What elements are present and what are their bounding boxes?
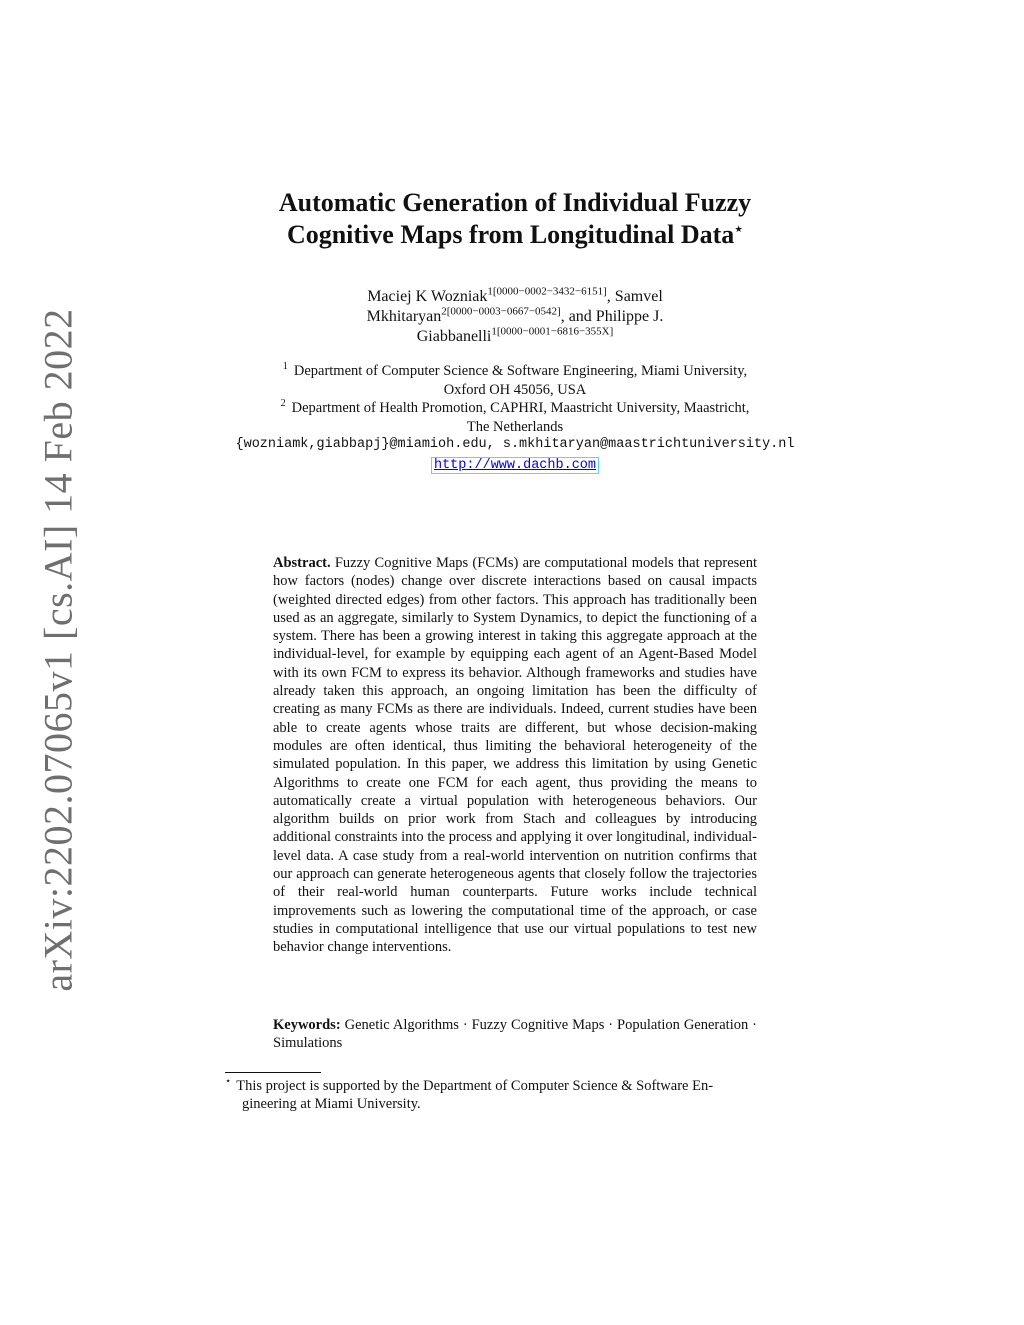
arxiv-identifier: arXiv:2202.07065v1 [cs.AI] 14 Feb 2022 — [35, 308, 81, 992]
title-line-1: Automatic Generation of Individual Fuzzy — [278, 188, 752, 217]
affiliation-1-text: Department of Computer Science & Software Engineering, Miami University, — [293, 363, 748, 379]
keywords — [273, 1016, 757, 1053]
abstract-label: Abstract. — [273, 555, 331, 571]
author-3-orcid: 1[0000−0001−6816−355X] — [491, 325, 614, 338]
footnote-divider — [225, 1072, 321, 1073]
keywords-label: Keywords: — [273, 1017, 341, 1033]
affiliations — [0, 362, 1024, 474]
affiliation-1-line-1 — [0, 362, 1024, 381]
author-emails: {wozniamk,giabbapj}@miamioh.edu, s.mkhitaryan@maastrichtuniversity.nl — [235, 437, 795, 452]
author-3-last: Giabbanelli — [416, 328, 492, 345]
author-2-orcid: 2[0000−0003−0667−0542] — [441, 305, 561, 318]
affiliation-1-mark: 1 — [282, 361, 288, 373]
project-url-link[interactable]: http://www.dachb.com — [431, 457, 599, 474]
author-line-2 — [0, 307, 1024, 327]
footnote-line-1 — [225, 1077, 805, 1095]
author-list — [0, 287, 1024, 347]
abstract-text: Fuzzy Cognitive Maps (FCMs) are computational models that represent how factors (nodes) change over discrete interactions based on causal impacts (weighted directed edges) from other factors. This approach has traditionally been used as an aggregate, similarly to System Dynamics, to depict the functioning of a system. There has been a growing interest in taking this aggregate approach at the individual-level, for example by equipping each agent of an Agent-Based Model with its own FCM to express its behavior. Although frameworks and studies have already taken this approach, an ongoing limitation has been the difficulty of creating as many FCMs as there are individuals. Indeed, current studies have been able to create agents whose traits are different, but whose decision-making modules are often identical, thus limiting the behavioral heterogeneity of the simulated population. In this paper, we address this limitation by using Genetic Algorithms to create one FCM for each agent, thus providing the means to automatically create a virtual population with heterogeneous behaviors. Our algorithm builds on prior work from Stach and colleagues by introducing additional constraints into the process and applying it over longitudinal, individual-level data. A case study from a real-world intervention on nutrition confirms that our approach can generate heterogeneous agents that closely follow the trajectories of their real-world human counterparts. Future works include technical improvements such as lowering the computational time of the approach, or case studies in computational intelligence that use our virtual populations to test new behavior change interventions. — [273, 555, 757, 956]
title-footnote-mark: ⋆ — [734, 222, 744, 238]
keywords-text: Genetic Algorithms · Fuzzy Cognitive Maps · Population Generation · Simulations — [273, 1017, 758, 1052]
footnote-mark: ⋆ — [225, 1076, 232, 1088]
paper-title — [0, 187, 1024, 251]
title-line-2 — [0, 219, 1024, 251]
affiliation-2-text: Department of Health Promotion, CAPHRI, Maastricht University, Maastricht, — [291, 400, 750, 416]
author-3-first: , and Philippe J. — [560, 308, 664, 325]
author-2-first: , Samvel — [606, 288, 663, 305]
author-1-orcid: 1[0000−0002−3432−6151] — [487, 285, 607, 298]
affiliation-2-line-1 — [0, 399, 1024, 418]
affiliation-2-line-2: The Netherlands — [466, 418, 564, 435]
footnote-text-1: This project is supported by the Department of Computer Science & Software En- — [236, 1078, 714, 1094]
affiliation-1-line-2: Oxford OH 45056, USA — [443, 381, 587, 398]
affiliation-2-mark: 2 — [280, 398, 286, 410]
footnote — [225, 1077, 805, 1114]
title-line-2-text: Cognitive Maps from Longitudinal Data — [286, 220, 735, 249]
author-line-3 — [0, 327, 1024, 347]
author-1-name: Maciej K Wozniak — [367, 288, 488, 305]
author-2-last: Mkhitaryan — [366, 308, 442, 325]
author-line-1 — [0, 287, 1024, 307]
footnote-line-2: gineering at Miami University. — [242, 1096, 421, 1113]
abstract — [273, 554, 757, 957]
url-line — [0, 455, 1024, 474]
